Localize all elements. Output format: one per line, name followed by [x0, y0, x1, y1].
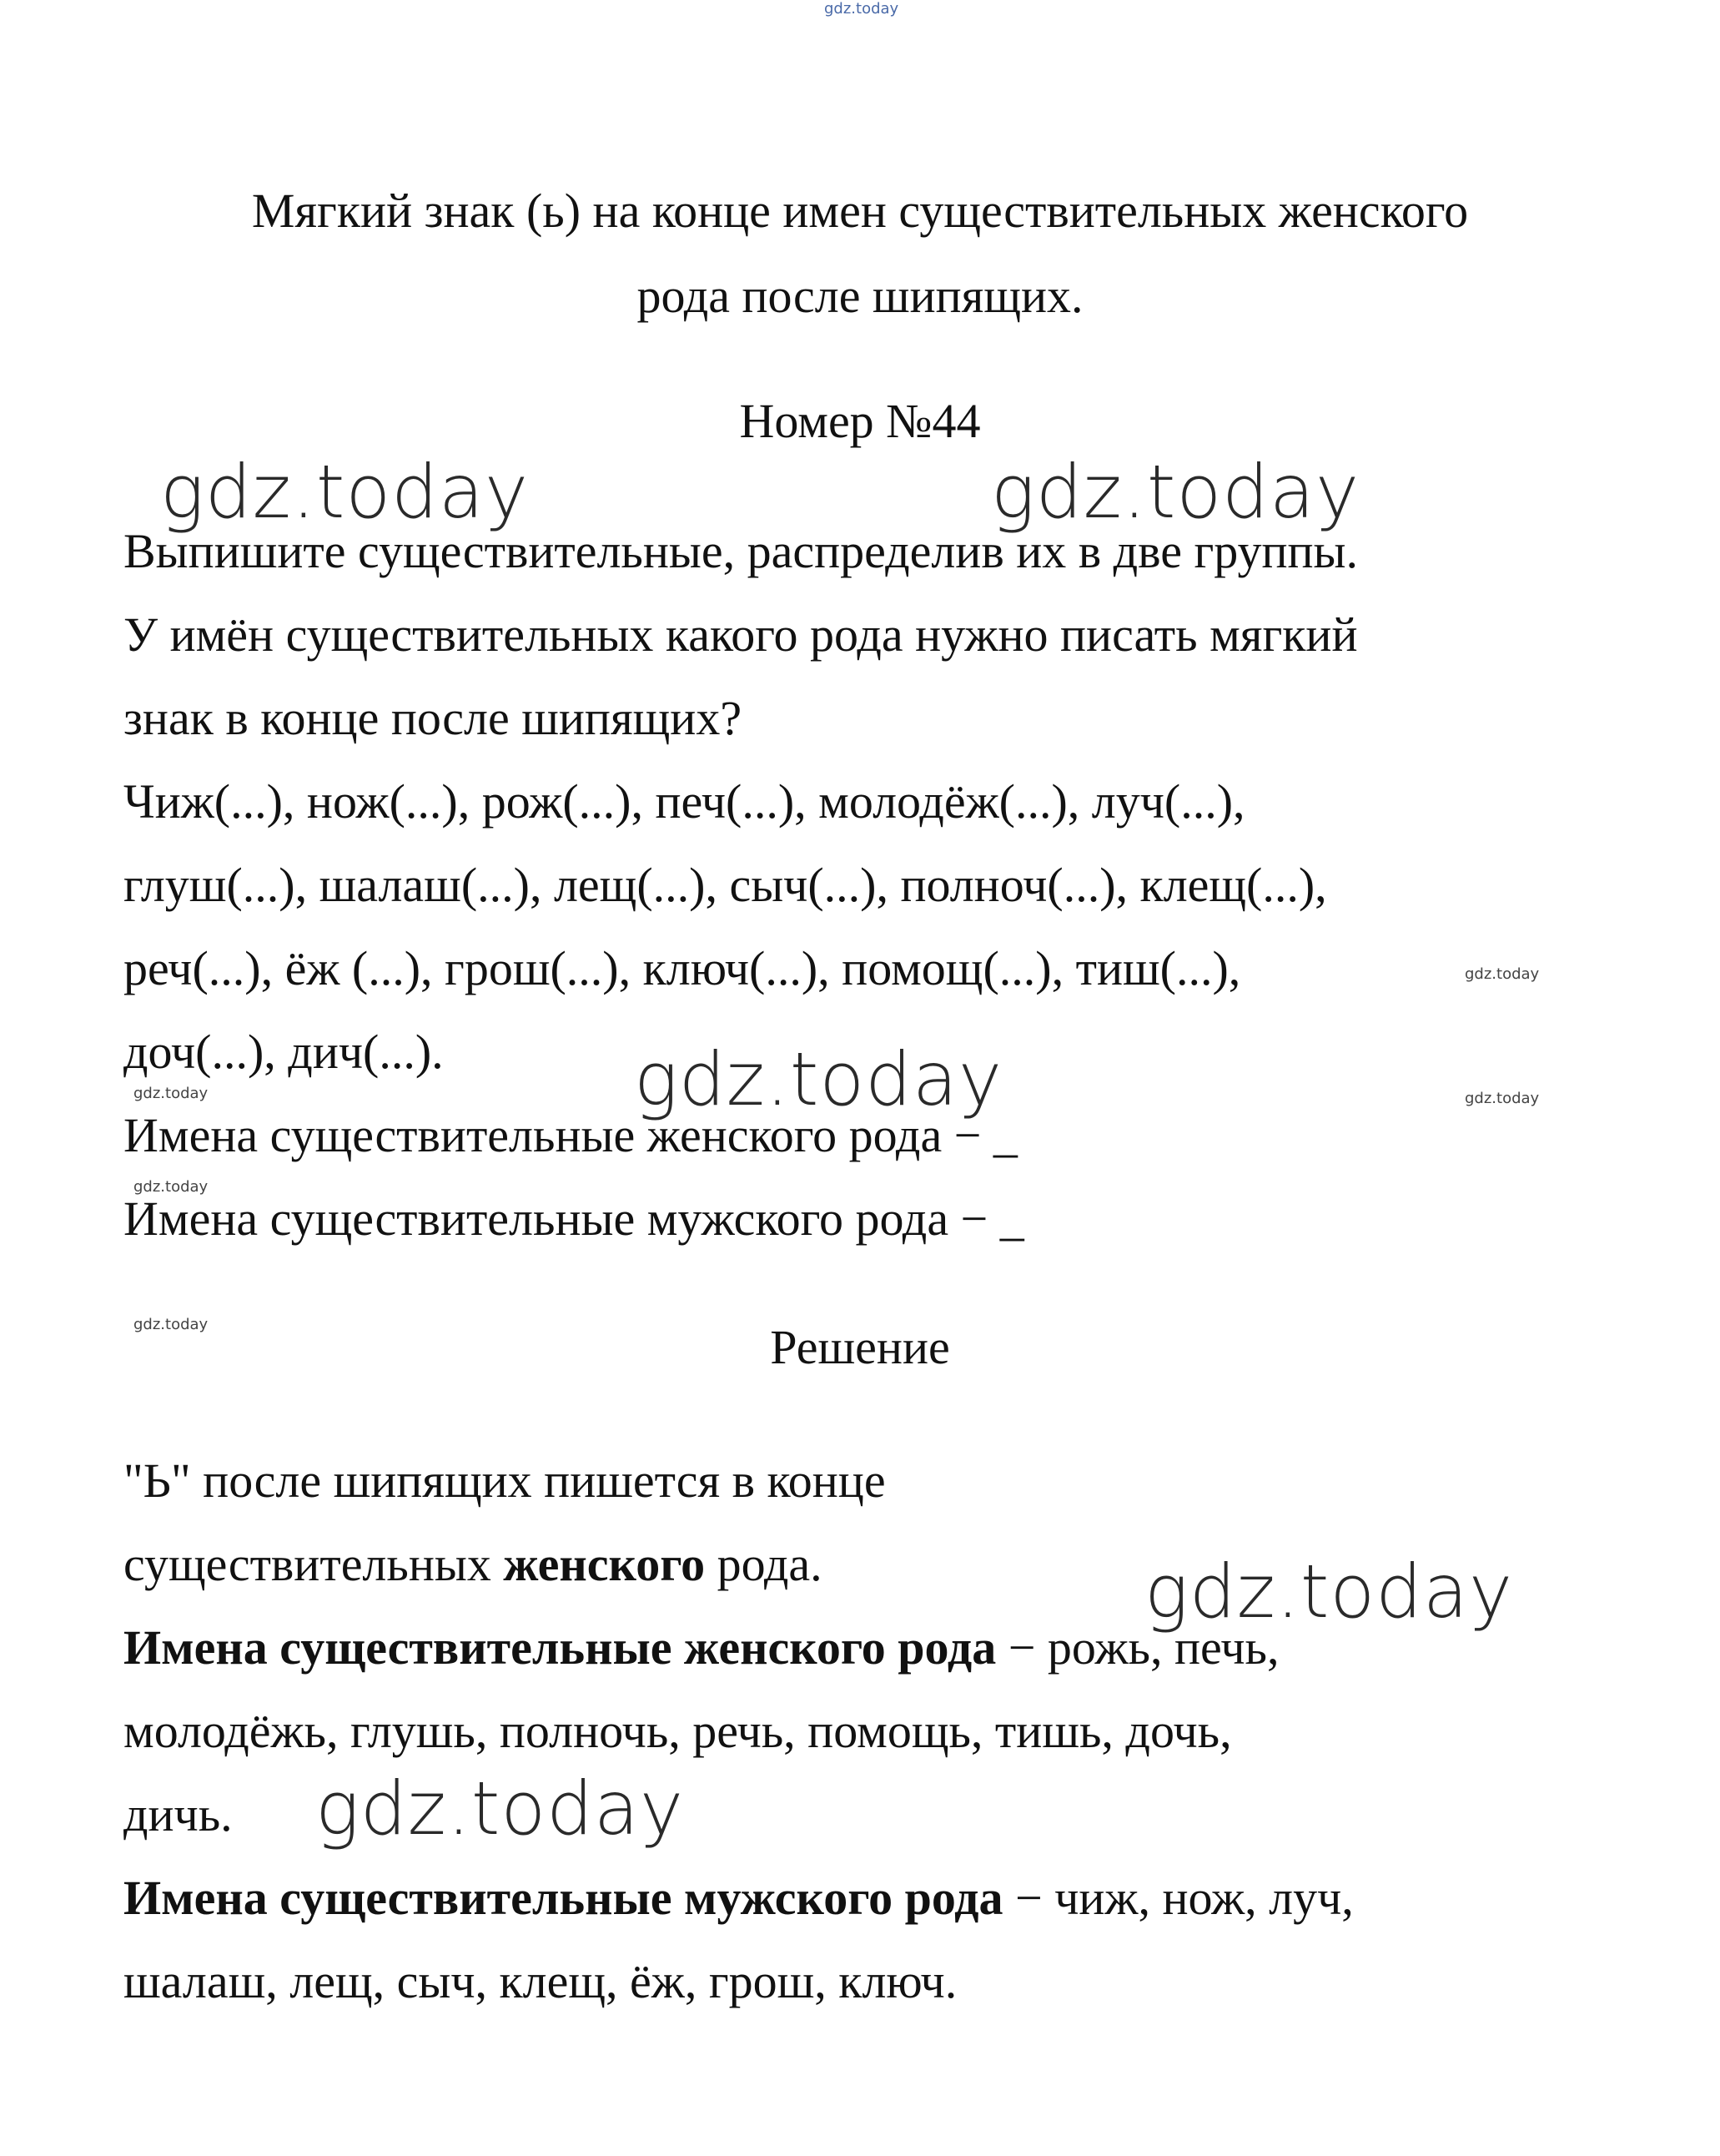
solution-masculine-line-1: Имена существительные мужского рода − чиж, нож, луч,	[123, 1871, 1354, 1925]
top-watermark: gdz.today	[824, 0, 899, 18]
title-line-1: Мягкий знак (ь) на конце имен существительных женского	[251, 184, 1469, 238]
task-line: знак в конце после шипящих?	[123, 691, 742, 745]
solution-intro-2: существительных женского рода.	[123, 1537, 822, 1591]
task-masculine-blank: Имена существительные мужского рода − _	[123, 1191, 1024, 1246]
task-word-list: Чиж(...), нож(...), рож(...), печ(...), молодёж(...), луч(...),	[123, 774, 1245, 829]
watermark-small: gdz.today	[1465, 1090, 1540, 1107]
watermark-large: gdz.today	[991, 449, 1360, 535]
watermark-large: gdz.today	[160, 449, 530, 535]
number-label: Номер №44	[739, 394, 981, 448]
watermark-small: gdz.today	[133, 1085, 209, 1102]
task-word-list: реч(...), ёж (...), грош(...), ключ(...), помощ(...), тиш(...),	[123, 941, 1241, 995]
task-word-list: глуш(...), шалаш(...), лещ(...), сыч(...), полноч(...), клещ(...),	[123, 858, 1327, 912]
watermark-large: gdz.today	[634, 1036, 1003, 1122]
watermark-large: gdz.today	[315, 1766, 685, 1851]
solution-feminine-line-1: Имена существительные женского рода − рожь, печь,	[123, 1620, 1280, 1675]
watermark-large: gdz.today	[1144, 1549, 1514, 1635]
watermark-small: gdz.today	[1465, 965, 1540, 983]
title-line-2: рода после шипящих.	[636, 269, 1084, 323]
watermark-small: gdz.today	[133, 1178, 209, 1196]
watermark-small: gdz.today	[133, 1316, 209, 1333]
task-word-list: доч(...), дич(...).	[123, 1025, 444, 1079]
solution-label: Решение	[770, 1320, 950, 1374]
solution-masculine-line-2: шалаш, лещ, сыч, клещ, ёж, грош, ключ.	[123, 1954, 958, 2008]
task-line: У имён существительных какого рода нужно писать мягкий	[123, 607, 1358, 662]
task-feminine-blank: Имена существительные женского рода − _	[123, 1108, 1018, 1162]
solution-feminine-line-3: дичь.	[123, 1787, 233, 1841]
solution-feminine-line-2: молодёжь, глушь, полночь, речь, помощь, тишь, дочь,	[123, 1704, 1232, 1758]
task-line: Выпишите существительные, распределив их в две группы.	[123, 524, 1359, 578]
solution-intro-1: "Ь" после шипящих пишется в конце	[123, 1453, 886, 1508]
